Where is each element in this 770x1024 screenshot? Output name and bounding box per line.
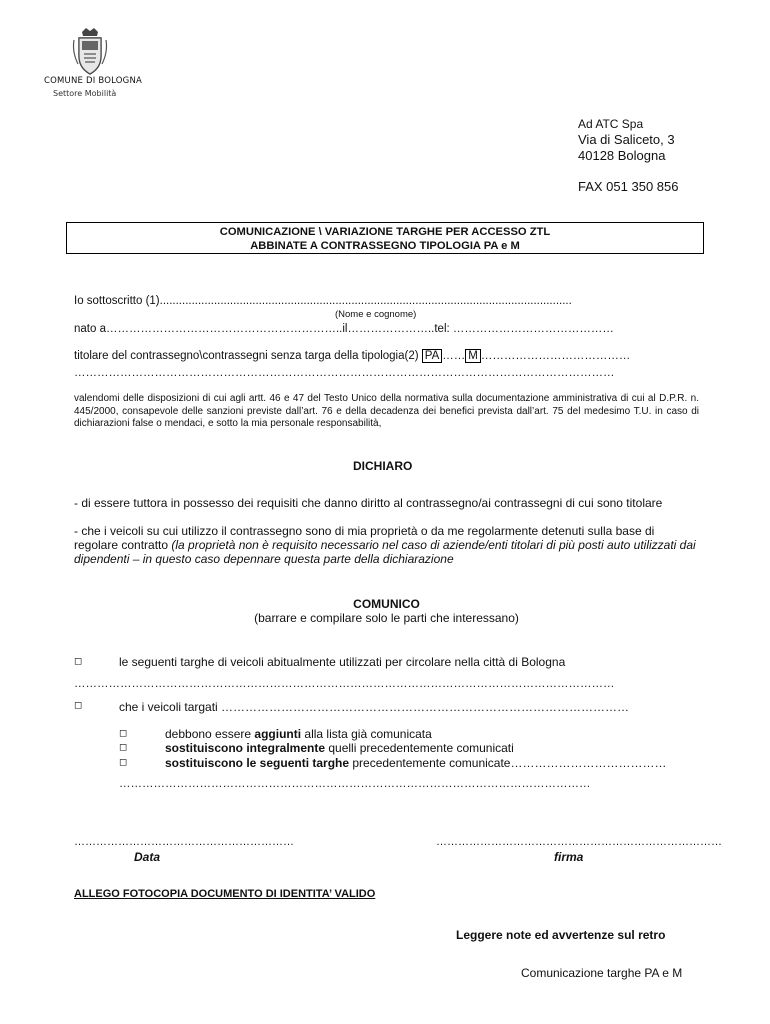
sub3-bold: sostituiscono le seguenti targhe [165,756,350,770]
signature-field[interactable]: …………………………………………………………………… [436,836,722,848]
attach-note: ALLEGO FOTOCOPIA DOCUMENTO DI IDENTITA’ VALIDO [74,888,376,900]
holder-line [74,350,630,362]
pa-box[interactable]: PA [422,349,443,363]
sub1-checkbox[interactable]: ◻ [119,728,128,739]
recipient-city: 40128 Bologna [578,148,666,163]
sub1-pre: debbono essere [165,727,255,741]
logo-text: COMUNE DI BOLOGNA [44,76,143,86]
sub1-label [165,727,432,741]
communicate-heading: COMUNICO [353,597,420,611]
sub3-label [165,756,666,770]
date-field[interactable]: …………………………………………………… [74,836,294,848]
recipient-name: Ad ATC Spa [578,117,644,131]
holder-dots-line[interactable]: …………………………………………………………………………………………………………………………… [74,367,615,379]
sub3-post[interactable]: precedentemente comunicate………………………………… [349,756,667,770]
option1-dots[interactable]: …………………………………………………………………………………………………………………………… [74,678,615,690]
option1-checkbox[interactable]: ◻ [74,656,83,667]
communicate-subheading: (barrare e compilare solo le parti che interessano) [254,611,519,625]
sub2-label [165,741,514,755]
date-label: Data [134,850,161,864]
undersigned-field[interactable]: Io sottoscritto (1)................................................................................................................................. [74,295,572,307]
birth-phone-field[interactable]: nato a……………………………………………………..il…………………..tel: …………………………………… [74,323,614,335]
sub2-post: quelli precedentemente comunicati [325,741,514,755]
legal-text: valendomi delle disposizioni di cui agli artt. 46 e 47 del Testo Unico della normativa sulla documentazione amministrativa di cui al D.P.R. n. 445/2000, consapevole delle sanzioni previste dall’art. 76 e della decadenza dei benefici prevista dall’art. 75 del medesimo T.U. in caso di dichiarazioni false o mendaci, e sotto la mia personale responsabilità, [74,393,699,429]
name-hint: (Nome e cognome) [335,309,417,320]
title-line-2: ABBINATE A CONTRASSEGNO TIPOLOGIA PA e M [250,240,520,252]
sub2-checkbox[interactable]: ◻ [119,742,128,753]
sub3-checkbox[interactable]: ◻ [119,757,128,768]
declare-item-2 [74,524,699,566]
declare-item-2-note: (la proprietà non è requisito necessario nel caso di aziende/enti titolari di più posti auto utilizzati dai dipendenti – in questo caso depennare questa parte della dichiarazione [74,538,696,566]
holder-dots-end: ………………………………… [480,350,631,362]
option2-checkbox[interactable]: ◻ [74,700,83,711]
signature-label: firma [554,850,584,864]
sub3-dots[interactable]: …………………………………………………………………………………………………………… [119,778,591,790]
m-box[interactable]: M [465,349,481,363]
holder-dots-mid: …… [442,350,466,362]
notes-reminder: Leggere note ed avvertenze sul retro [456,928,666,942]
title-line-1: COMUNICAZIONE \ VARIAZIONE TARGHE PER ACCESSO ZTL [219,226,551,238]
option1-label: le seguenti targhe di veicoli abitualmente utilizzati per circolare nella città di Bologna [119,655,566,669]
comune-bologna-crest-icon [70,26,110,78]
declare-item-1: - di essere tuttora in possesso dei requisiti che danno diritto al contrassegno/ai contrassegni di cui sono titolare [74,496,663,510]
recipient-street: Via di Saliceto, 3 [578,132,675,147]
declare-heading: DICHIARO [353,459,413,473]
option2-label[interactable]: che i veicoli targati ………………………………………………………………………………………… [119,700,630,714]
recipient-fax: FAX 051 350 856 [578,179,679,194]
sector-label: Settore Mobilità [53,89,117,98]
declare-item-2-text: - che i veicoli su cui utilizzo il contrassegno sono di mia proprietà o da me regolarmente detenuti sulla base di regolare contratto [74,524,655,552]
document-title [66,222,704,254]
sub1-bold: aggiunti [254,727,302,741]
document-label: Comunicazione targhe PA e M [521,966,683,980]
holder-label: titolare del contrassegno\contrassegni senza targa della tipologia(2) [74,350,419,362]
sub2-bold: sostituiscono integralmente [165,741,326,755]
sub1-post: alla lista già comunicata [301,727,432,741]
